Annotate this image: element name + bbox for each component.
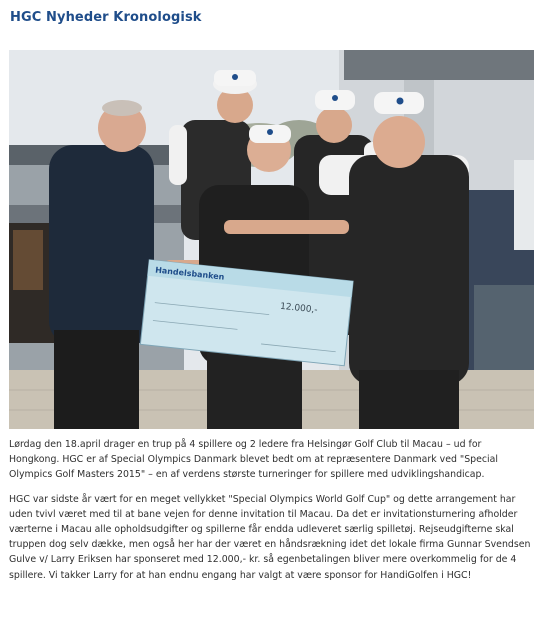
page-title: HGC Nyheder Kronologisk bbox=[10, 10, 202, 25]
article-photo bbox=[9, 50, 534, 429]
cheque-amount: 12.000,- bbox=[279, 301, 318, 316]
cheque-bank-label: Handelsbanken bbox=[154, 265, 225, 282]
article-paragraph: HGC var sidste år vært for en meget vellykket "Special Olympics World Golf Cup" og dette arrangement har uden tvivl været med til at bane vejen for denne invitation til Macau. Da det er invitationsturnering afholder værterne i Macau alle opholdsudgifter og spillerne får endda udleveret særlig spilletøj. Rejseudgifterne skal truppen dog selv dække, men også her har der været en håndsrækning idet det lokale firma Gunnar Svendsen Gulve v/ Larry Eriksen har sponseret med 12.000,- kr. så egenbetalingen bliver mere overkommelig for de 4 spillere. Vi takker Larry for at han endnu engang har valgt at være sponsor for HandiGolfen i HGC! bbox=[9, 493, 531, 581]
article-body bbox=[9, 437, 531, 592]
article-paragraph: Lørdag den 18.april drager en trup på 4 spillere og 2 ledere fra Helsingør Golf Club til Macau – ud for Hongkong. HGC er af Special Olympics Danmark blevet bedt om at repræsentere Danmark ved "Special Olympics Golf Masters 2015" – en af verdens største turneringer for spillere med udviklingshandicap. bbox=[9, 439, 498, 481]
